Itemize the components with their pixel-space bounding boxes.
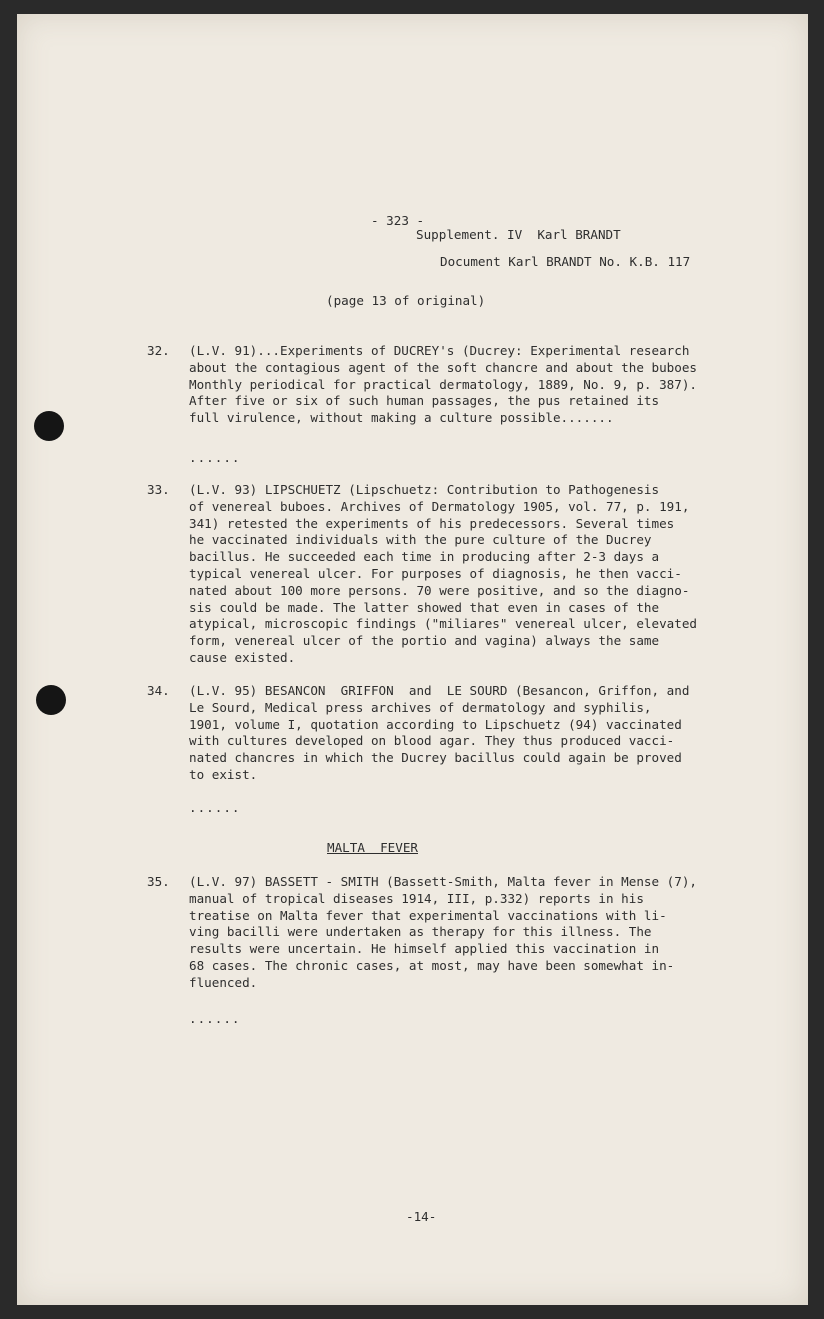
entry-line: After five or six of such human passages, the pus retained its (189, 393, 660, 409)
entry-line: results were uncertain. He himself applied this vaccination in (189, 941, 660, 957)
entry-line: sis could be made. The latter showed that even in cases of the (189, 599, 660, 615)
entry-line: treatise on Malta fever that experimental vaccinations with li- (189, 907, 667, 923)
page-mark: - 323 - (371, 213, 425, 228)
entry-line: nated about 100 more persons. 70 were positive, and so the diagno- (189, 582, 690, 598)
entry-text (189, 683, 689, 784)
entry-number: 35. (147, 874, 170, 889)
page-number: -14- (406, 1209, 437, 1224)
supplement-label: Supplement. IV Karl BRANDT (416, 227, 621, 242)
entry-line: Le Sourd, Medical press archives of dermatology and syphilis, (189, 699, 652, 715)
entry-line: (L.V. 93) LIPSCHUETZ (Lipschuetz: Contribution to Pathogenesis (189, 482, 660, 497)
entry-line: (L.V. 95) BESANCON GRIFFON and LE SOURD (Besancon, Griffon, and (189, 683, 690, 698)
entry-line: manual of tropical diseases 1914, III, p.332) reports in his (189, 890, 644, 906)
section-heading: MALTA FEVER (327, 840, 418, 855)
ellipsis: ...... (189, 800, 241, 815)
entry-line: bacillus. He succeeded each time in producing after 2-3 days a (189, 549, 660, 565)
entry-line: (L.V. 97) BASSETT - SMITH (Bassett-Smith, Malta fever in Mense (7), (189, 874, 697, 889)
entry-line: atypical, microscopic findings ("miliares" venereal ulcer, elevated (189, 616, 697, 632)
entry-line: to exist. (189, 766, 258, 782)
entry-text (189, 874, 697, 992)
entry-line: fluenced. (189, 974, 258, 990)
entry-number: 34. (147, 683, 170, 698)
entry-line: with cultures developed on blood agar. They thus produced vacci- (189, 733, 675, 749)
punch-hole-lower (36, 685, 66, 715)
original-page-label: (page 13 of original) (326, 293, 486, 308)
entry-line: Monthly periodical for practical dermatology, 1889, No. 9, p. 387). (189, 376, 697, 392)
entry-line: (L.V. 91)...Experiments of DUCREY's (Ducrey: Experimental research (189, 343, 690, 358)
entry-line: ving bacilli were undertaken as therapy for this illness. The (189, 924, 652, 940)
punch-hole-upper (34, 411, 64, 441)
entry-line: full virulence, without making a culture possible....... (189, 410, 614, 426)
ellipsis: ...... (189, 450, 241, 465)
entry-text (189, 482, 697, 667)
entry-line: cause existed. (189, 649, 296, 665)
entry-line: typical venereal ulcer. For purposes of diagnosis, he then vacci- (189, 565, 682, 581)
entry-line: of venereal buboes. Archives of Dermatology 1905, vol. 77, p. 191, (189, 498, 690, 514)
entry-number: 32. (147, 343, 170, 358)
entry-line: form, venereal ulcer of the portio and vagina) always the same (189, 633, 660, 649)
entry-number: 33. (147, 482, 170, 497)
entry-line: 68 cases. The chronic cases, at most, may have been somewhat in- (189, 957, 675, 973)
entry-text (189, 343, 697, 427)
entry-line: 1901, volume I, quotation according to Lipschuetz (94) vaccinated (189, 716, 682, 732)
entry-line: 341) retested the experiments of his predecessors. Several times (189, 515, 675, 531)
document-reference: Document Karl BRANDT No. K.B. 117 (440, 254, 691, 269)
entry-line: about the contagious agent of the soft chancre and about the buboes (189, 359, 697, 375)
entry-line: nated chancres in which the Ducrey bacillus could again be proved (189, 750, 682, 766)
entry-line: he vaccinated individuals with the pure culture of the Ducrey (189, 532, 652, 548)
ellipsis: ...... (189, 1011, 241, 1026)
